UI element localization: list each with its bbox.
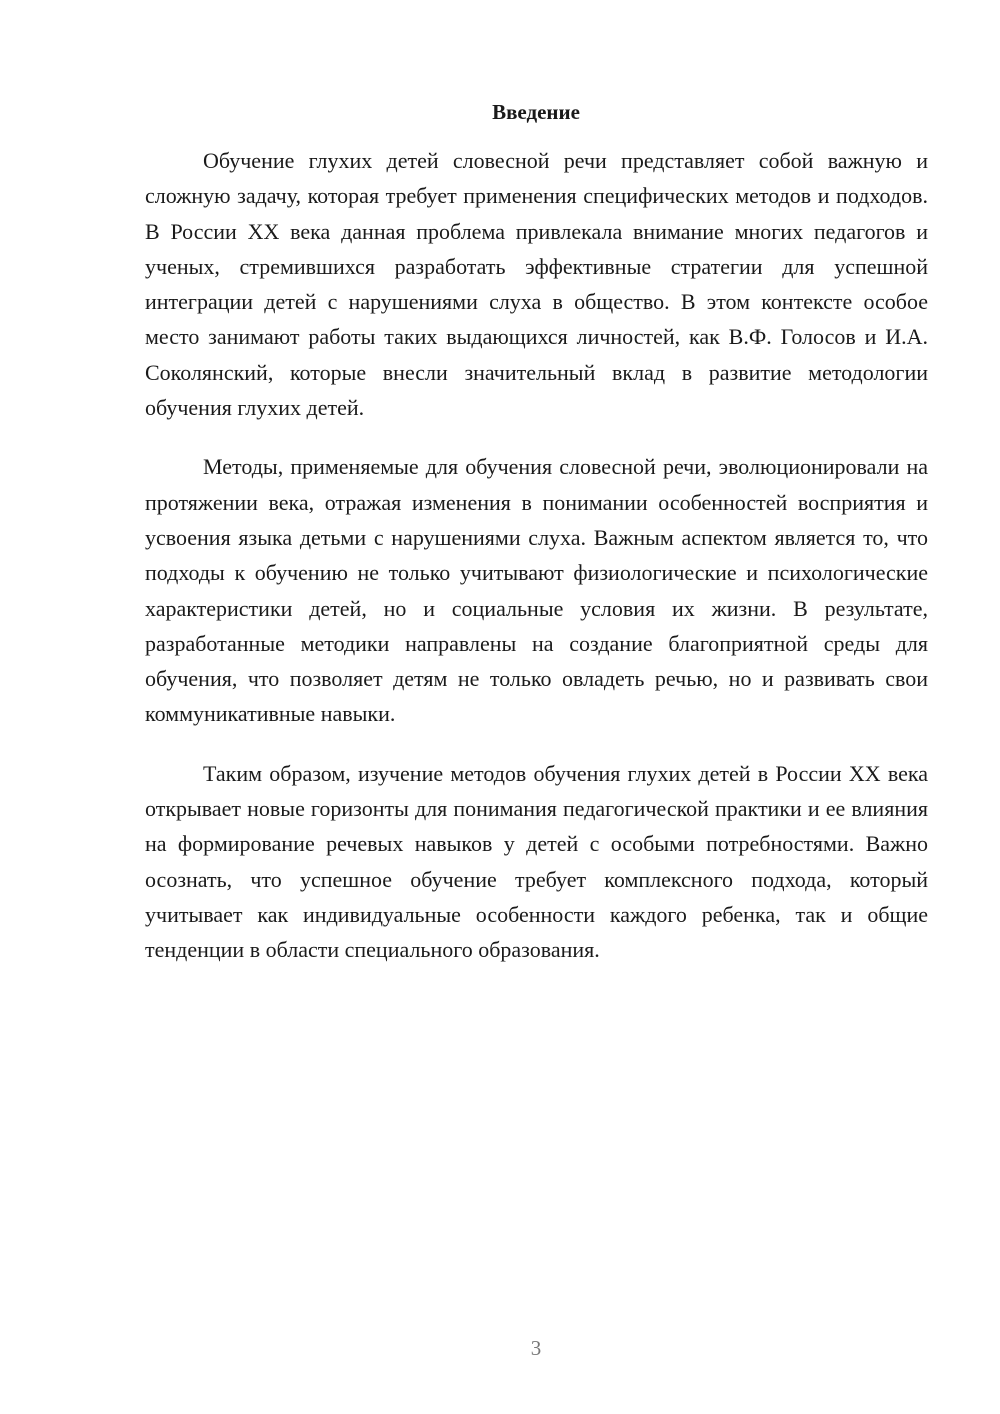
section-heading: Введение <box>492 100 580 124</box>
paragraph-2: Методы, применяемые для обучения словесной речи, эволюционировали на протяжении века, отражая изменения в понимании особенностей восприятия и усвоения языка детьми с нарушениями слуха. Важным аспектом является то, что подходы к обучению не только учитывают физиологические и психологические характеристики детей, но и социальные условия их жизни. В результате, разработанные методики направлены на создание благоприятной среды для обучения, что позволяет детям не только овладеть речью, но и развивать свои коммуникативные навыки. <box>145 454 928 727</box>
page-number: 3 <box>530 1336 542 1360</box>
paragraph-3: Таким образом, изучение методов обучения глухих детей в России XX века открывает новые горизонты для понимания педагогической практики и ее влияния на формирование речевых навыков у детей с особыми потребностями. Важно осознать, что успешное обучение требует комплексного подхода, который учитывает как индивидуальные особенности каждого ребенка, так и общие тенденции в области специального образования. <box>145 760 928 963</box>
body-text <box>145 143 928 992</box>
paragraph-1: Обучение глухих детей словесной речи представляет собой важную и сложную задачу, которая требует применения специфических методов и подходов. В России XX века данная проблема привлекала внимание многих педагогов и ученых, стремившихся разработать эффективные стратегии для успешной интеграции детей с нарушениями слуха в общество. В этом контексте особое место занимают работы таких выдающихся личностей, как В.Ф. Голосов и И.А. Соколянский, которые внесли значительный вклад в развитие методологии обучения глухих детей. <box>145 148 928 421</box>
